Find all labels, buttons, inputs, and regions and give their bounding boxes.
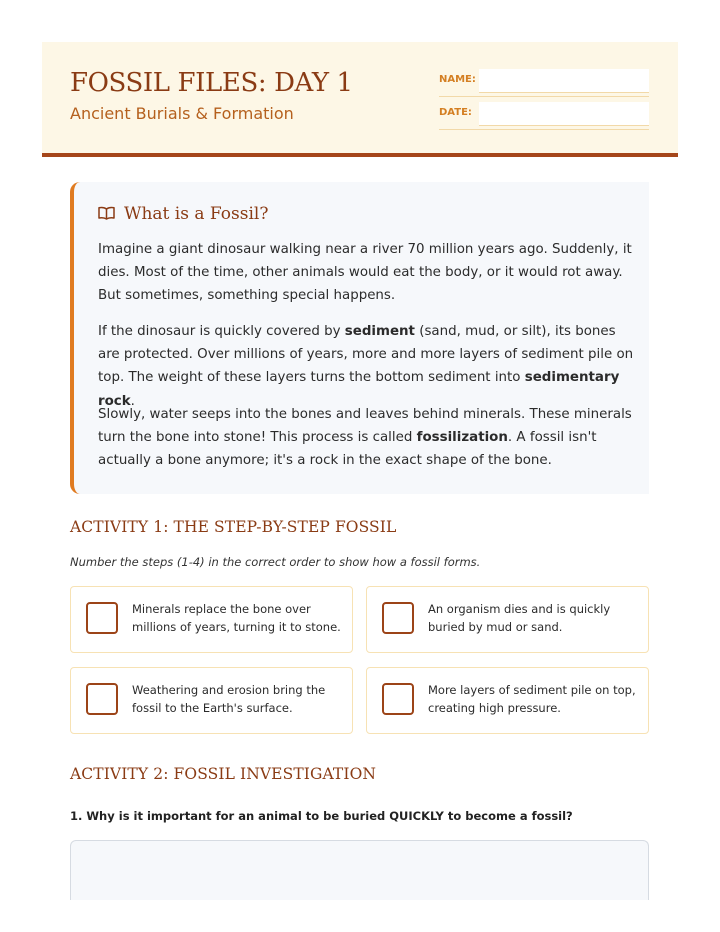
step-number-box[interactable]	[382, 602, 414, 634]
step-text: Weathering and erosion bring the fossil to the Earth's surface.	[132, 683, 326, 715]
name-field	[439, 69, 649, 95]
book-icon	[98, 205, 115, 224]
step-number-box[interactable]	[86, 683, 118, 715]
info-card-heading: What is a Fossil?	[124, 204, 269, 224]
term-sedimentary-rock: sedimentary rock	[98, 370, 620, 409]
name-underline	[439, 96, 649, 97]
question-1: 1. Why is it important for an animal to be buried QUICKLY to become a fossil?	[70, 809, 573, 823]
page-title: FOSSIL FILES: DAY 1	[70, 68, 353, 98]
step-number-box[interactable]	[86, 602, 118, 634]
answer-1-textarea[interactable]	[70, 840, 649, 900]
step-card	[366, 586, 649, 653]
info-paragraph-1: Imagine a giant dinosaur walking near a river 70 million years ago. Suddenly, it dies. Most of the time, other animals would eat the body, or it would rot away. But sometimes, something special happens.	[98, 242, 632, 304]
header	[42, 42, 678, 157]
step-text: An organism dies and is quickly buried by mud or sand.	[428, 602, 611, 634]
info-paragraph-2: If the dinosaur is quickly covered by sediment (sand, mud, or silt), its bones are protected. Over millions of years, more and more layers of sediment pile on top. The weight of these layers turns the bottom sediment into sedimentary rock.	[98, 324, 634, 409]
date-field	[439, 102, 649, 128]
page-subtitle: Ancient Burials & Formation	[70, 104, 294, 123]
activity2-heading: ACTIVITY 2: FOSSIL INVESTIGATION	[70, 765, 377, 783]
step-card	[70, 586, 353, 653]
step-card	[70, 667, 353, 734]
activity1-instructions: Number the steps (1-4) in the correct order to show how a fossil forms.	[70, 555, 481, 569]
term-fossilization: fossilization	[416, 430, 508, 446]
term-sediment: sediment	[344, 324, 415, 339]
info-card-title	[98, 204, 268, 224]
name-input[interactable]	[479, 69, 649, 93]
step-text: Minerals replace the bone over millions of years, turning it to stone.	[132, 602, 341, 634]
date-label: DATE:	[439, 107, 472, 118]
activity1-heading: ACTIVITY 1: THE STEP-BY-STEP FOSSIL	[70, 518, 397, 536]
step-card	[366, 667, 649, 734]
date-input[interactable]	[479, 102, 649, 126]
name-label: NAME:	[439, 74, 476, 85]
step-number-box[interactable]	[382, 683, 414, 715]
info-card	[70, 182, 649, 494]
step-text: More layers of sediment pile on top, creating high pressure.	[428, 683, 636, 715]
info-paragraph-3: Slowly, water seeps into the bones and leaves behind minerals. These minerals turn the bone into stone! This process is called fossilization. A fossil isn't actually a bone anymore; it's a rock in the exact shape of the bone.	[98, 407, 632, 469]
date-underline	[439, 129, 649, 130]
